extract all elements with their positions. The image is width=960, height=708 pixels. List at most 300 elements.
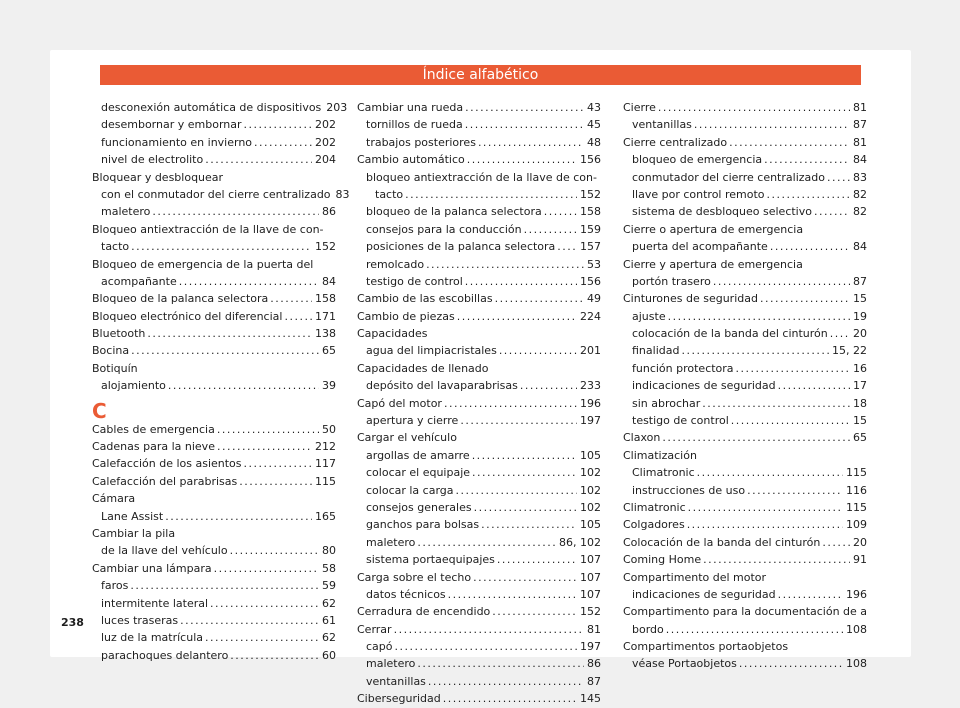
entry-term: desconexión automática de dispositivos: [101, 100, 322, 114]
index-heading: Cierre y apertura de emergencia: [623, 257, 803, 271]
index-entry: [623, 499, 867, 516]
entry-term: maletero: [366, 535, 416, 549]
dot-leader: [457, 308, 577, 325]
index-subentry: [357, 673, 601, 690]
index-entry: [92, 421, 336, 438]
entry-term: depósito del lavaparabrisas: [366, 379, 518, 393]
dot-leader: [497, 551, 577, 568]
index-subentry: [623, 186, 867, 203]
entry-term: funcionamiento en invierno: [101, 135, 253, 149]
entry-term: Bloqueo electrónico del diferencial: [92, 309, 283, 323]
entry-term: Cambio automático: [357, 153, 465, 167]
index-heading: Bloqueo antiextracción de la llave de con-: [92, 222, 324, 236]
dot-leader: [822, 534, 850, 551]
index-entry: [623, 534, 867, 551]
entry-page-ref: 65: [853, 431, 867, 445]
entry-term: bloqueo de la palanca selectora: [366, 205, 542, 219]
entry-term: acompañante: [101, 274, 177, 288]
index-heading: Compartimentos portaobjetos: [623, 640, 789, 654]
index-subentry: [92, 377, 336, 394]
entry-page-ref: 20: [853, 535, 867, 549]
entry-term: intermitente lateral: [101, 596, 209, 610]
dot-leader: [428, 673, 584, 690]
entry-page-ref: 212: [315, 440, 336, 454]
entry-term: portón trasero: [632, 274, 711, 288]
entry-term: posiciones de la palanca selectora: [366, 240, 556, 254]
dot-leader: [767, 186, 850, 203]
entry-term: Colgadores: [623, 518, 685, 532]
entry-page-ref: 116: [846, 483, 867, 497]
index-letter: C: [92, 398, 107, 423]
index-subentry: [623, 169, 867, 186]
entry-page-ref: 115: [315, 474, 336, 488]
entry-page-ref: 108: [846, 622, 867, 636]
entry-term: tacto: [101, 240, 130, 254]
dot-leader: [474, 499, 577, 516]
index-subentry: [357, 342, 601, 359]
entry-page-ref: 203: [326, 100, 348, 114]
index-subentry: [623, 464, 867, 481]
dot-leader: [244, 455, 312, 472]
index-heading: Cierre o apertura de emergencia: [623, 222, 804, 236]
index-entry: [92, 455, 336, 472]
entry-term: ganchos para bolsas: [366, 518, 480, 532]
index-entry: [357, 603, 601, 620]
entry-term: Cambiar una rueda: [357, 100, 464, 114]
entry-term: alojamiento: [101, 379, 166, 393]
entry-page-ref: 83: [853, 170, 867, 184]
dot-leader: [239, 473, 312, 490]
entry-term: Climatronic: [623, 500, 686, 514]
index-entry: [623, 429, 867, 446]
dot-leader: [205, 151, 312, 168]
entry-page-ref: 196: [580, 396, 601, 410]
entry-term: datos técnicos: [366, 587, 446, 601]
entry-page-ref: 87: [853, 118, 867, 132]
index-entry: [623, 99, 867, 116]
entry-page-ref: 53: [587, 257, 601, 271]
dot-leader: [465, 116, 584, 133]
entry-term: bordo: [632, 622, 664, 636]
entry-term: colocar la carga: [366, 483, 454, 497]
entry-term: instrucciones de uso: [632, 483, 746, 497]
index-subentry: [623, 116, 867, 133]
entry-term: con el conmutador del cierre centralizado: [101, 187, 331, 201]
dot-leader: [524, 221, 577, 238]
index-column-1: [92, 99, 350, 664]
entry-page-ref: 202: [315, 118, 336, 132]
index-subentry: [92, 273, 336, 290]
entry-page-ref: 197: [580, 414, 601, 428]
entry-term: Capó del motor: [357, 396, 442, 410]
index-subentry: [92, 238, 336, 255]
index-subentry: [623, 325, 867, 342]
dot-leader: [814, 203, 850, 220]
dot-leader: [444, 395, 577, 412]
index-entry: [357, 99, 601, 116]
index-subentry: [92, 151, 336, 168]
index-subentry: [357, 534, 601, 551]
dot-leader: [426, 256, 584, 273]
index-entry: [357, 308, 601, 325]
index-entry: [92, 438, 336, 455]
entry-term: llave por control remoto: [632, 187, 765, 201]
entry-page-ref: 84: [853, 153, 867, 167]
dot-leader: [147, 325, 312, 342]
entry-page-ref: 165: [315, 509, 336, 523]
index-subentry: [623, 308, 867, 325]
dot-leader: [465, 273, 577, 290]
index-subentry: [92, 542, 336, 559]
entry-term: Ciberseguridad: [357, 692, 441, 706]
entry-term: parachoques delantero: [101, 648, 229, 662]
entry-page-ref: 91: [853, 553, 867, 567]
entry-page-ref: 19: [853, 309, 867, 323]
entry-term: finalidad: [632, 344, 680, 358]
index-subentry: [357, 238, 601, 255]
dot-leader: [443, 690, 577, 707]
entry-page-ref: 80: [322, 544, 336, 558]
dot-leader: [702, 395, 850, 412]
entry-page-ref: 204: [315, 153, 336, 167]
entry-term: luces traseras: [101, 613, 179, 627]
entry-page-ref: 233: [580, 379, 601, 393]
entry-page-ref: 102: [580, 500, 601, 514]
entry-page-ref: 39: [322, 379, 336, 393]
dot-leader: [736, 360, 850, 377]
index-subentry: [357, 256, 601, 273]
index-subentry: [357, 638, 601, 655]
entry-page-ref: 107: [580, 587, 601, 601]
dot-leader: [472, 464, 577, 481]
entry-page-ref: 16: [853, 361, 867, 375]
dot-leader: [731, 412, 850, 429]
index-subentry: [92, 612, 336, 629]
entry-page-ref: 152: [580, 187, 601, 201]
entry-page-ref: 20: [853, 327, 867, 341]
dot-leader: [210, 595, 319, 612]
index-entry: [623, 290, 867, 307]
entry-page-ref: 115: [846, 500, 867, 514]
entry-term: Cinturones de seguridad: [623, 292, 758, 306]
entry-page-ref: 61: [322, 613, 336, 627]
dot-leader: [830, 325, 850, 342]
entry-term: conmutador del cierre centralizado: [632, 170, 825, 184]
entry-page-ref: 18: [853, 396, 867, 410]
index-subentry: [92, 134, 336, 151]
entry-page-ref: 107: [580, 553, 601, 567]
entry-term: luz de la matrícula: [101, 631, 204, 645]
index-subentry: [357, 447, 601, 464]
dot-leader: [270, 290, 312, 307]
entry-page-ref: 115: [846, 466, 867, 480]
entry-page-ref: 158: [580, 205, 601, 219]
entry-term: Calefacción de los asientos: [92, 457, 242, 471]
entry-page-ref: 83: [335, 187, 350, 201]
entry-term: consejos para la conducción: [366, 222, 522, 236]
dot-leader: [694, 116, 850, 133]
index-entry: [623, 134, 867, 151]
entry-term: argollas de amarre: [366, 448, 470, 462]
dot-leader: [688, 499, 843, 516]
entry-term: agua del limpiacristales: [366, 344, 497, 358]
entry-page-ref: 86, 102: [559, 535, 601, 549]
index-entry: [92, 290, 336, 307]
index-subentry: [357, 221, 601, 238]
entry-term: tornillos de rueda: [366, 118, 463, 132]
entry-term: Cambiar una lámpara: [92, 561, 212, 575]
entry-term: Coming Home: [623, 553, 702, 567]
dot-leader: [130, 577, 319, 594]
entry-page-ref: 87: [587, 674, 601, 688]
entry-page-ref: 159: [580, 222, 601, 236]
entry-term: función protectora: [632, 361, 734, 375]
index-subentry: [357, 273, 601, 290]
dot-leader: [230, 647, 319, 664]
dot-leader: [165, 508, 312, 525]
entry-term: maletero: [101, 205, 151, 219]
index-subentry: [92, 203, 336, 220]
index-subentry: [357, 116, 601, 133]
entry-page-ref: 62: [322, 596, 336, 610]
index-heading: bloqueo antiextracción de la llave de con-: [366, 170, 597, 184]
entry-page-ref: 58: [322, 561, 336, 575]
index-subentry: [92, 186, 350, 203]
index-subentry: [357, 499, 601, 516]
entry-term: faros: [101, 579, 129, 593]
entry-page-ref: 81: [853, 135, 867, 149]
dot-leader: [666, 621, 843, 638]
section-title: Índice alfabético: [100, 65, 861, 85]
dot-leader: [729, 134, 850, 151]
index-heading: Bloquear y desbloquear: [92, 170, 224, 184]
entry-term: indicaciones de seguridad: [632, 379, 776, 393]
index-subentry: [357, 482, 601, 499]
dot-leader: [448, 586, 577, 603]
entry-page-ref: 105: [580, 448, 601, 462]
index-subentry: [357, 186, 601, 203]
entry-page-ref: 105: [580, 518, 601, 532]
dot-leader: [481, 516, 577, 533]
entry-page-ref: 43: [587, 100, 601, 114]
entry-term: sistema de desbloqueo selectivo: [632, 205, 812, 219]
index-column-2: [357, 99, 601, 708]
index-heading: Climatización: [623, 448, 697, 462]
entry-term: maletero: [366, 657, 416, 671]
index-subentry: [623, 273, 867, 290]
entry-page-ref: 107: [580, 570, 601, 584]
entry-term: Climatronic: [632, 466, 695, 480]
entry-page-ref: 15, 22: [832, 344, 867, 358]
dot-leader: [467, 151, 577, 168]
entry-page-ref: 82: [853, 187, 867, 201]
index-subentry: [92, 116, 336, 133]
index-entry: [92, 325, 336, 342]
entry-term: capó: [366, 640, 393, 654]
index-subentry: [623, 621, 867, 638]
index-subentry: [623, 203, 867, 220]
dot-leader: [747, 482, 843, 499]
dot-leader: [473, 569, 577, 586]
entry-page-ref: 102: [580, 466, 601, 480]
index-entry: [92, 473, 336, 490]
index-subentry: [623, 151, 867, 168]
index-entry: [92, 308, 336, 325]
dot-leader: [395, 638, 577, 655]
entry-term: Colocación de la banda del cinturón: [623, 535, 821, 549]
dot-leader: [472, 447, 577, 464]
index-subentry: [357, 203, 601, 220]
index-column-3: [623, 99, 867, 673]
entry-page-ref: 60: [322, 648, 336, 662]
index-subentry: [92, 647, 336, 664]
dot-leader: [417, 534, 556, 551]
dot-leader: [760, 290, 850, 307]
entry-term: Lane Assist: [101, 509, 164, 523]
entry-page-ref: 102: [580, 483, 601, 497]
entry-term: Cables de emergencia: [92, 422, 215, 436]
entry-page-ref: 117: [315, 457, 336, 471]
dot-leader: [778, 586, 843, 603]
entry-term: colocar el equipaje: [366, 466, 471, 480]
index-subentry: [357, 412, 601, 429]
dot-leader: [557, 238, 577, 255]
entry-term: colocación de la banda del cinturón: [632, 327, 828, 341]
entry-page-ref: 50: [322, 422, 336, 436]
entry-page-ref: 86: [322, 205, 336, 219]
entry-term: Cadenas para la nieve: [92, 440, 215, 454]
dot-leader: [131, 238, 312, 255]
index-entry: [357, 569, 601, 586]
entry-page-ref: 138: [315, 327, 336, 341]
entry-page-ref: 196: [846, 587, 867, 601]
entry-term: remolcado: [366, 257, 425, 271]
entry-page-ref: 202: [315, 135, 336, 149]
entry-term: bloqueo de emergencia: [632, 153, 763, 167]
entry-term: desembornar y embornar: [101, 118, 242, 132]
index-subentry: [623, 395, 867, 412]
dot-leader: [697, 464, 843, 481]
dot-leader: [254, 134, 312, 151]
entry-term: Cerradura de encendido: [357, 605, 491, 619]
dot-leader: [662, 429, 850, 446]
entry-page-ref: 81: [853, 100, 867, 114]
dot-leader: [764, 151, 850, 168]
entry-page-ref: 224: [580, 309, 601, 323]
entry-page-ref: 145: [580, 692, 601, 706]
index-heading: Cámara: [92, 492, 136, 506]
dot-leader: [495, 290, 584, 307]
index-heading: Cargar el vehículo: [357, 431, 457, 445]
index-subentry: [623, 342, 867, 359]
dot-leader: [131, 342, 319, 359]
dot-leader: [465, 99, 584, 116]
dot-leader: [180, 612, 319, 629]
entry-term: indicaciones de seguridad: [632, 587, 776, 601]
index-entry: [357, 151, 601, 168]
index-subentry: [92, 508, 336, 525]
entry-page-ref: 48: [587, 135, 601, 149]
dot-leader: [405, 186, 577, 203]
page-number: 238: [61, 616, 84, 629]
index-entry: [623, 516, 867, 533]
entry-page-ref: 157: [580, 240, 601, 254]
entry-page-ref: 158: [315, 292, 336, 306]
dot-leader: [681, 342, 829, 359]
entry-term: Claxon: [623, 431, 661, 445]
dot-leader: [284, 308, 312, 325]
entry-term: sistema portaequipajes: [366, 553, 495, 567]
entry-page-ref: 45: [587, 118, 601, 132]
index-heading: Cambiar la pila: [92, 526, 176, 540]
entry-term: Bloqueo de la palanca selectora: [92, 292, 269, 306]
index-entry: [357, 690, 601, 707]
entry-term: ventanillas: [366, 674, 426, 688]
entry-term: apertura y cierre: [366, 414, 459, 428]
index-heading: Capacidades: [357, 327, 428, 341]
entry-term: Cerrar: [357, 622, 392, 636]
entry-page-ref: 156: [580, 153, 601, 167]
index-subentry: [357, 551, 601, 568]
dot-leader: [460, 412, 577, 429]
entry-term: consejos generales: [366, 500, 472, 514]
index-subentry: [357, 516, 601, 533]
index-heading: Botiquín: [92, 361, 138, 375]
index-entry: [357, 621, 601, 638]
dot-leader: [778, 377, 850, 394]
entry-page-ref: 62: [322, 631, 336, 645]
index-subentry: [623, 238, 867, 255]
dot-leader: [417, 655, 584, 672]
entry-page-ref: 82: [853, 205, 867, 219]
entry-page-ref: 84: [853, 240, 867, 254]
dot-leader: [217, 438, 312, 455]
dot-leader: [739, 655, 843, 672]
dot-leader: [827, 169, 850, 186]
index-subentry: [357, 656, 601, 673]
entry-page-ref: 201: [580, 344, 601, 358]
dot-leader: [770, 238, 850, 255]
index-heading: Bloqueo de emergencia de la puerta del: [92, 257, 314, 271]
entry-term: ventanillas: [632, 118, 692, 132]
dot-leader: [520, 377, 577, 394]
index-heading: Compartimento para la documentación de a: [623, 605, 868, 619]
index-subentry: [92, 99, 348, 116]
dot-leader: [179, 273, 319, 290]
entry-term: Cambio de las escobillas: [357, 292, 493, 306]
entry-page-ref: 49: [587, 292, 601, 306]
entry-page-ref: 171: [315, 309, 336, 323]
entry-term: testigo de control: [632, 414, 729, 428]
dot-leader: [214, 560, 319, 577]
index-entry: [357, 290, 601, 307]
entry-term: véase Portaobjetos: [632, 657, 737, 671]
entry-page-ref: 15: [853, 292, 867, 306]
index-subentry: [623, 412, 867, 429]
entry-page-ref: 15: [853, 414, 867, 428]
dot-leader: [478, 134, 584, 151]
entry-page-ref: 59: [322, 579, 336, 593]
index-heading: Compartimento del motor: [623, 570, 767, 584]
index-subentry: [92, 577, 336, 594]
entry-term: trabajos posteriores: [366, 135, 476, 149]
dot-leader: [456, 482, 577, 499]
dot-leader: [205, 629, 319, 646]
entry-term: tacto: [375, 187, 404, 201]
index-entry: [92, 342, 336, 359]
entry-term: Bocina: [92, 344, 130, 358]
dot-leader: [687, 516, 843, 533]
